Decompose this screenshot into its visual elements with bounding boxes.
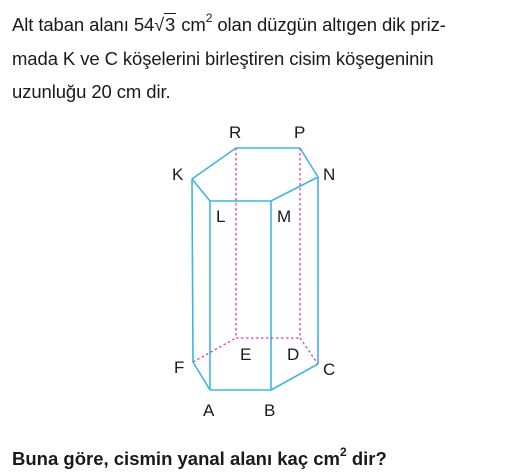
edge-KR xyxy=(192,148,236,179)
problem-line-3: uzunluğu 20 cm dir. xyxy=(12,81,171,102)
vertex-labels xyxy=(172,123,335,420)
problem-line-2: mada K ve C köşelerini birleştiren cisim köşegeninin xyxy=(12,48,434,69)
edge-KF xyxy=(192,179,193,362)
label-A: A xyxy=(203,401,215,420)
question-exponent: 2 xyxy=(340,445,347,459)
label-B: B xyxy=(264,401,276,420)
question-prefix: Buna göre, cismin yanal alanı kaç cm xyxy=(12,448,340,469)
area-exponent: 2 xyxy=(205,11,213,25)
area-prefix: Alt taban alanı 54 xyxy=(12,14,155,35)
label-R: R xyxy=(229,123,242,142)
label-P: P xyxy=(294,123,306,142)
label-L: L xyxy=(216,207,226,226)
edge-FA xyxy=(193,362,210,390)
label-N: N xyxy=(323,165,336,184)
edge-NM xyxy=(271,177,318,201)
label-K: K xyxy=(172,165,184,184)
area-unit: cm xyxy=(176,14,206,35)
label-M: M xyxy=(277,207,292,226)
problem-line-1-rest: olan düzgün altıgen dik priz- xyxy=(212,14,446,35)
question-suffix: dir? xyxy=(346,448,387,469)
radicand: 3 xyxy=(164,14,176,35)
label-C: C xyxy=(323,360,336,379)
radical-sign: √ xyxy=(154,15,164,35)
edge-PN xyxy=(300,148,318,177)
edge-FE xyxy=(193,338,236,362)
edge-BC xyxy=(271,364,318,390)
question-text xyxy=(12,445,387,470)
edge-DC xyxy=(300,338,318,364)
label-D: D xyxy=(287,345,300,364)
label-E: E xyxy=(240,345,252,364)
label-F: F xyxy=(174,358,185,377)
hidden-edges xyxy=(193,148,318,364)
edge-LK xyxy=(192,179,210,201)
